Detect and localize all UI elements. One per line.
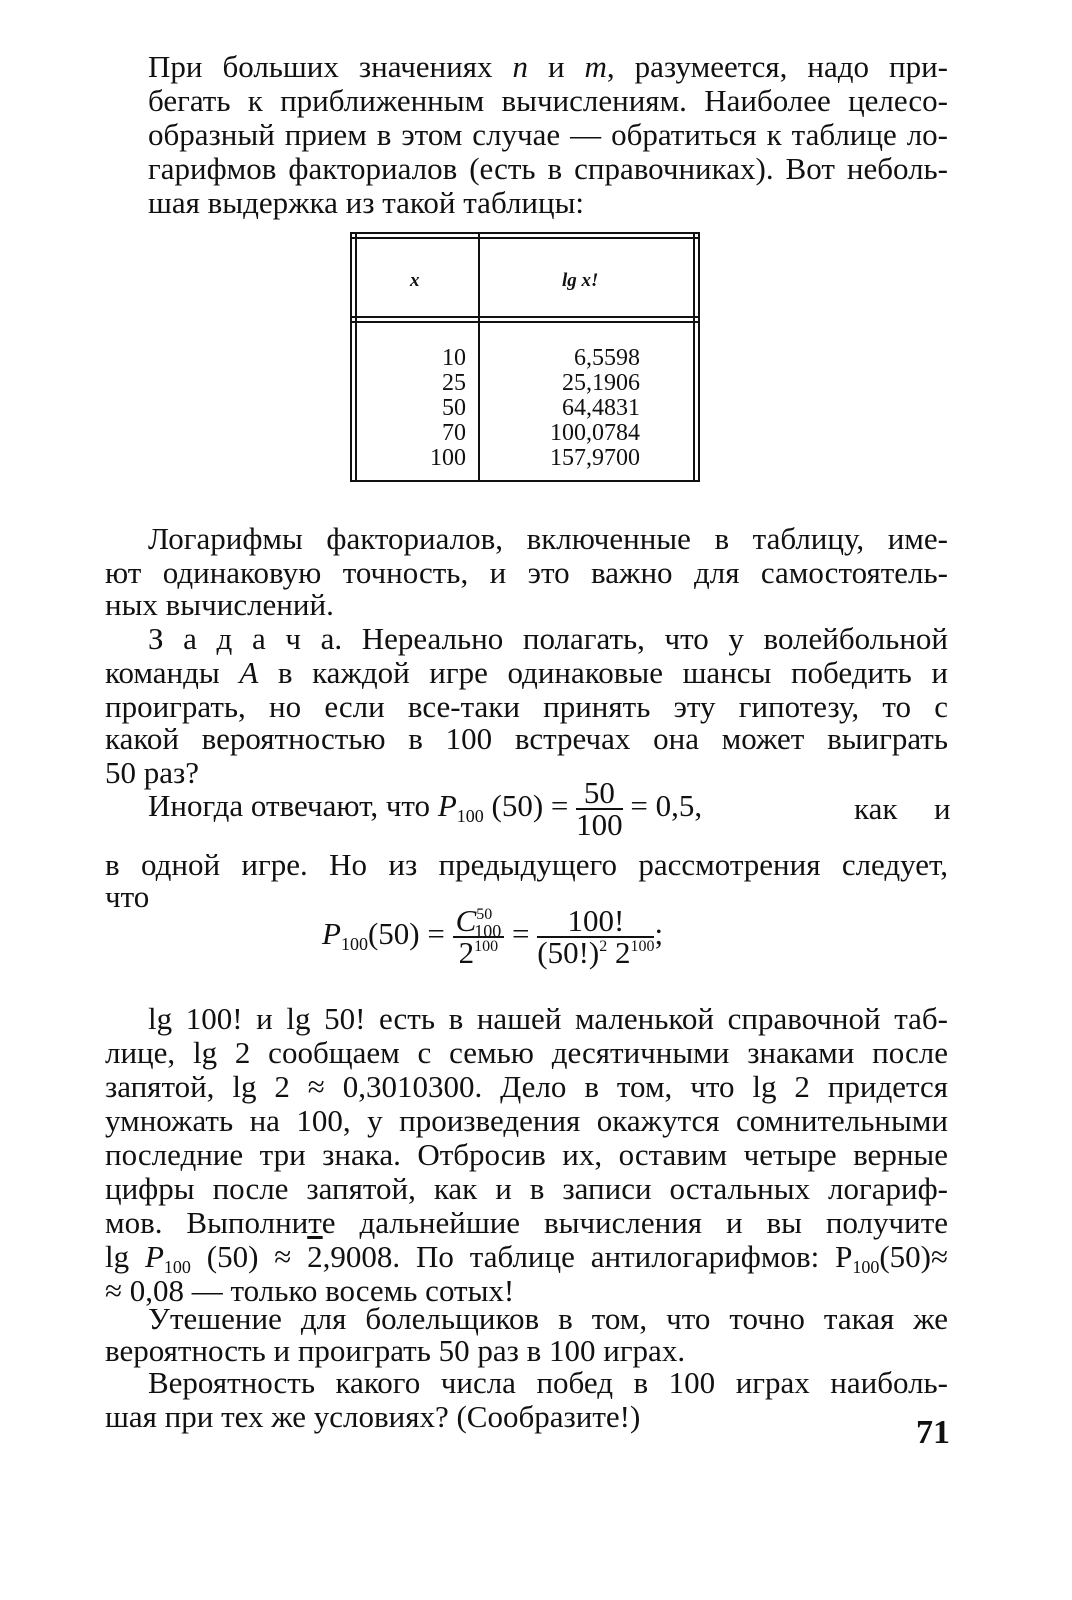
para3-line1: З а д а ч а. Нереально полагать, что у волейбольной [148,621,949,656]
fraction-factorial: $\frac{100!}{(50!)^2 2^{100}}$ [537,903,655,970]
para7-line2: шая при тех же условиях? (Сообразите!) [105,1399,641,1434]
inline-probability-formula: Иногда отвечают, что $P_{100}$ (50) = $\frac{50}{100}$ = 0,5, как и [148,775,951,842]
task-label: З а д а ч а. [148,621,343,656]
para5-line4: умножать на 100, у произведения окажутся сомнительными [105,1103,948,1138]
para4-line2: в одной игре. Но из предыдущего рассмотрения следует, [105,847,948,882]
para1-line2: бегать к приближенным вычислениям. Наиболее целесо- [148,83,948,118]
table-cell: 6,5598 [574,345,640,371]
para7-line1: Вероятность какого числа побед в 100 играх наиболь- [148,1365,948,1400]
para6-line1: Утешение для болельщиков в том, что точно такая же [148,1301,948,1336]
fraction-binomial: $\frac{C^{50}_{100}}{2^{100}}$ [453,906,505,968]
table-header-x: x [410,270,420,291]
log-factorial-table [350,232,700,484]
fraction-50-100: $\frac{50}{100}$ [576,775,623,842]
para1-line4: гарифмов факториалов (есть в справочниках). Вот неболь- [148,151,948,186]
table-cell: 50 [442,395,466,421]
table-column-x [380,346,466,471]
display-formula: $P_{100}(50)$ = $\frac{C^{50}_{100}}{2^{100}}$ = $\frac{100!}{(50!)^2 2^{100}}$ ; [322,903,664,970]
table-cell: 100,0784 [550,420,640,446]
para1-line5: шая выдержка из такой таблицы: [148,185,585,220]
table-header-lg: lg x! [562,270,599,291]
para3-line3: проиграть, но если все-таки принять эту гипотезу, то с [105,689,948,724]
para2-line2: ют одинаковую точность, и это важно для самостоятель- [105,555,948,590]
para6-line2: вероятность и проиграть 50 раз в 100 играх. [105,1333,686,1368]
para3-line5: 50 раз? [105,755,200,790]
para5-line5: последние три знака. Отбросив их, оставим четыре верные [105,1137,948,1172]
para4-line3: что [105,879,150,914]
para2-line3: ных вычислений. [105,587,334,622]
table-cell: 25 [442,370,466,396]
para5-line9: ≈ 0,08 — только восемь сотых! [105,1273,515,1308]
table-cell: 70 [442,420,466,446]
table-cell: 25,1906 [562,370,640,396]
para2-line1: Логарифмы факториалов, включенные в таблицу, име- [148,521,948,556]
para1-line1: При больших значениях n и m, разумеется, надо при- [148,49,948,84]
table-cell: 157,9700 [550,445,640,471]
table-cell: 64,4831 [562,395,640,421]
para5-line3: запятой, lg 2 ≈ 0,3010300. Дело в том, что lg 2 придется [105,1069,948,1104]
para1-line3: образный прием в этом случае — обратиться к таблице ло- [148,117,948,152]
para5-line2: лице, lg 2 сообщаем с семью десятичными знаками после [105,1035,948,1070]
para5-line6: цифры после запятой, как и в записи остальных логариф- [105,1171,948,1206]
para5-line8: $\lg P_{100}$ (50) ≈ 2,9008. По таблице антилогарифмов: $P_{100}(50)\approx$ [105,1239,948,1277]
table-cell: 100 [430,445,466,471]
page-number: 71 [916,1414,950,1451]
para5-line7: мов. Выполните дальнейшие вычисления и вы получите [105,1205,948,1240]
para5-line1: lg 100! и lg 50! есть в нашей маленькой справочной таб- [148,1001,948,1036]
table-column-lg [500,346,640,471]
para3-line2: команды A в каждой игре одинаковые шансы победить и [105,655,948,690]
para3-line4: какой вероятностью в 100 встречах она может выиграть [105,721,948,756]
table-cell: 10 [442,345,466,371]
